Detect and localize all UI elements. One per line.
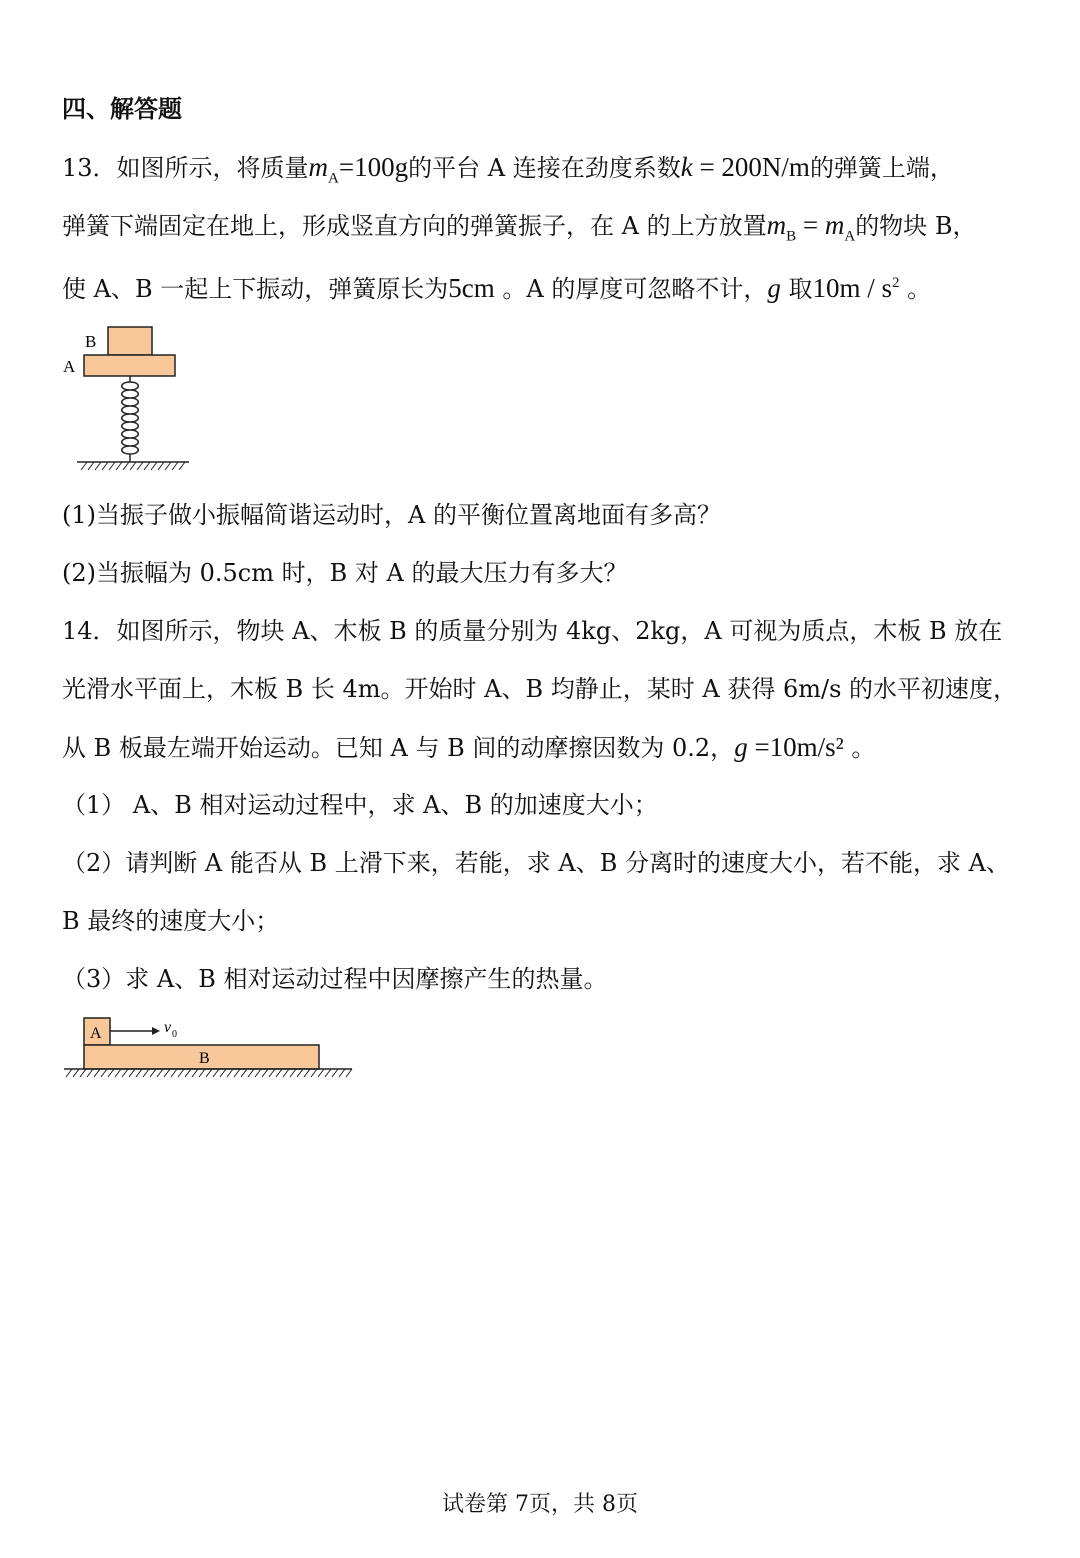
spring-oscillator-figure: [55, 322, 200, 474]
q13-sub-1: (1)当振子做小振幅简谐运动时，A 的平衡位置离地面有多高？: [62, 501, 721, 529]
spring-coil: [122, 376, 139, 462]
mass-expression: $m_A=100g$: [308, 152, 409, 187]
q13-sub-2: (2)当振幅为 0.5cm 时，B 对 A 的最大压力有多大？: [62, 559, 628, 587]
q13-text: 13．如图所示，将质量: [62, 154, 309, 182]
velocity-arrowhead: [152, 1027, 160, 1035]
g-value-2: g =10m/s²: [734, 732, 844, 762]
q14-line-2: 光滑水平面上，木板 B 长 4m。开始时 A、B 均静止，某时 A 获得 6m/s 的水平初速度，: [62, 675, 1018, 703]
block-board-figure: [60, 1012, 360, 1084]
velocity-label: v: [164, 1019, 172, 1036]
q14-sub-2-line-2: B 最终的速度大小；: [62, 907, 280, 935]
label-b: B: [199, 1050, 210, 1067]
label-a: A: [90, 1025, 102, 1042]
spring-length: 5cm: [448, 273, 495, 303]
q14-sub-3: （3）求 A、B 相对运动过程中因摩擦产生的热量。: [62, 965, 608, 993]
q13-line-1: 13．如图所示，将质量$m_A=100g$的平台 A 连接在劲度系数k = 200N/m的弹簧上端，: [62, 152, 954, 187]
q13-line-3: 使 A、B 一起上下振动，弹簧原长为5cm 。A 的厚度可忽略不计，g 取$10m / s^2$ 。: [62, 273, 932, 303]
ground-hatch: [66, 1069, 352, 1077]
ground-hatch: [81, 462, 185, 470]
platform-a: [84, 355, 175, 376]
mb-equals-ma: $m_B = m_A$: [766, 210, 856, 245]
q14-line-3: 从 B 板最左端开始运动。已知 A 与 B 间的动摩擦因数为 0.2，g =10m/s² 。: [62, 732, 876, 762]
g-value: $10m / s^2$: [812, 273, 900, 303]
q14-sub-1: （1） A、B 相对运动过程中，求 A、B 的加速度大小；: [62, 791, 658, 819]
q14-line-1: 14．如图所示，物块 A、木板 B 的质量分别为 4kg、2kg，A 可视为质点，木板 B 放在: [62, 617, 1003, 645]
block-b: [108, 327, 152, 355]
q13-line-2: 弹簧下端固定在地上，形成竖直方向的弹簧振子，在 A 的上方放置$m_B = m_A$的物块 B，: [62, 210, 977, 245]
q14-sub-2-line-1: （2）请判断 A 能否从 B 上滑下来，若能，求 A、B 分离时的速度大小，若不能，求 A、: [62, 849, 1010, 877]
velocity-subscript: 0: [172, 1029, 177, 1040]
label-a: A: [63, 357, 76, 376]
g-symbol: g: [767, 273, 781, 303]
k-expression: k = 200N/m: [680, 152, 810, 182]
section-title: 四、解答题: [62, 94, 182, 123]
page-footer: 试卷第 7页，共 8页: [442, 1492, 638, 1517]
label-b: B: [85, 332, 97, 351]
